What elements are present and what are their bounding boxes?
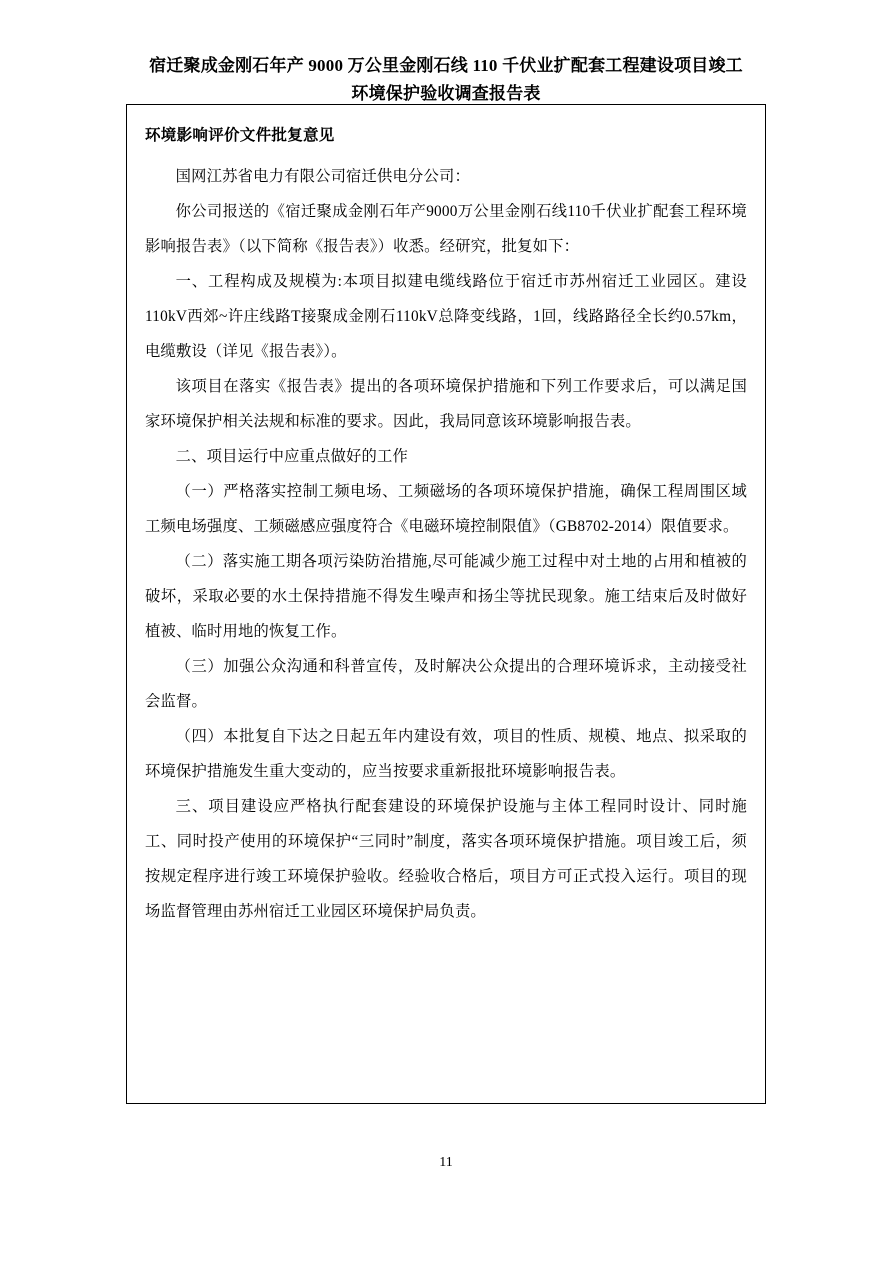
- paragraph-project-scope: 一、工程构成及规模为:本项目拟建电缆线路位于宿迁市苏州宿迁工业园区。建设110kV西郊~许庄线路T接聚成金刚石110kV总降变线路，1回，线路路径全长约0.57km，电缆敷设（详见《报告表》）。: [145, 273, 747, 360]
- paragraph-operation-heading: 二、项目运行中应重点做好的工作: [175, 448, 409, 465]
- paragraph-addressee: 国网江苏省电力有限公司宿迁供电分公司：: [175, 168, 471, 185]
- approval-opinion-box: [126, 104, 766, 1104]
- paragraph-item-three: （三）加强公众沟通和科普宣传，及时解决公众提出的合理环境诉求，主动接受社会监督。: [145, 658, 747, 710]
- paragraph-item-one: （一）严格落实控制工频电场、工频磁场的各项环境保护措施，确保工程周围区域工频电场强度、工频磁感应强度符合《电磁环境控制限值》（GB8702-2014）限值要求。: [145, 483, 747, 535]
- paragraph-submission: 你公司报送的《宿迁聚成金刚石年产9000万公里金刚石线110千伏业扩配套工程环境影响报告表》（以下简称《报告表》）收悉。经研究，批复如下：: [145, 203, 747, 255]
- paragraph-three-simultaneous: 三、项目建设应严格执行配套建设的环境保护设施与主体工程同时设计、同时施工、同时投产使用的环境保护“三同时”制度，落实各项环境保护措施。项目竣工后，须按规定程序进行竣工环境保护验收。经验收合格后，项目方可正式投入运行。项目的现场监督管理由苏州宿迁工业园区环境保护局负责。: [145, 798, 747, 920]
- paragraph-compliance: 该项目在落实《报告表》提出的各项环境保护措施和下列工作要求后，可以满足国家环境保护相关法规和标准的要求。因此，我局同意该环境影响报告表。: [145, 378, 747, 430]
- page-number: 11: [439, 1155, 453, 1170]
- page-title-line-1: 宿迁聚成金刚石年产 9000 万公里金刚石线 110 千伏业扩配套工程建设项目竣工: [149, 56, 743, 75]
- page-title-line-2: 环境保护验收调查报告表: [351, 84, 541, 103]
- page-title: [0, 0, 892, 108]
- section-title: 环境影响评价文件批复意见: [145, 127, 335, 144]
- paragraph-item-four: （四）本批复自下达之日起五年内建设有效，项目的性质、规模、地点、拟采取的环境保护措施发生重大变动的，应当按要求重新报批环境影响报告表。: [145, 728, 747, 780]
- paragraph-item-two: （二）落实施工期各项污染防治措施,尽可能减少施工过程中对土地的占用和植被的破坏，采取必要的水土保持措施不得发生噪声和扬尘等扰民现象。施工结束后及时做好植被、临时用地的恢复工作。: [145, 553, 747, 640]
